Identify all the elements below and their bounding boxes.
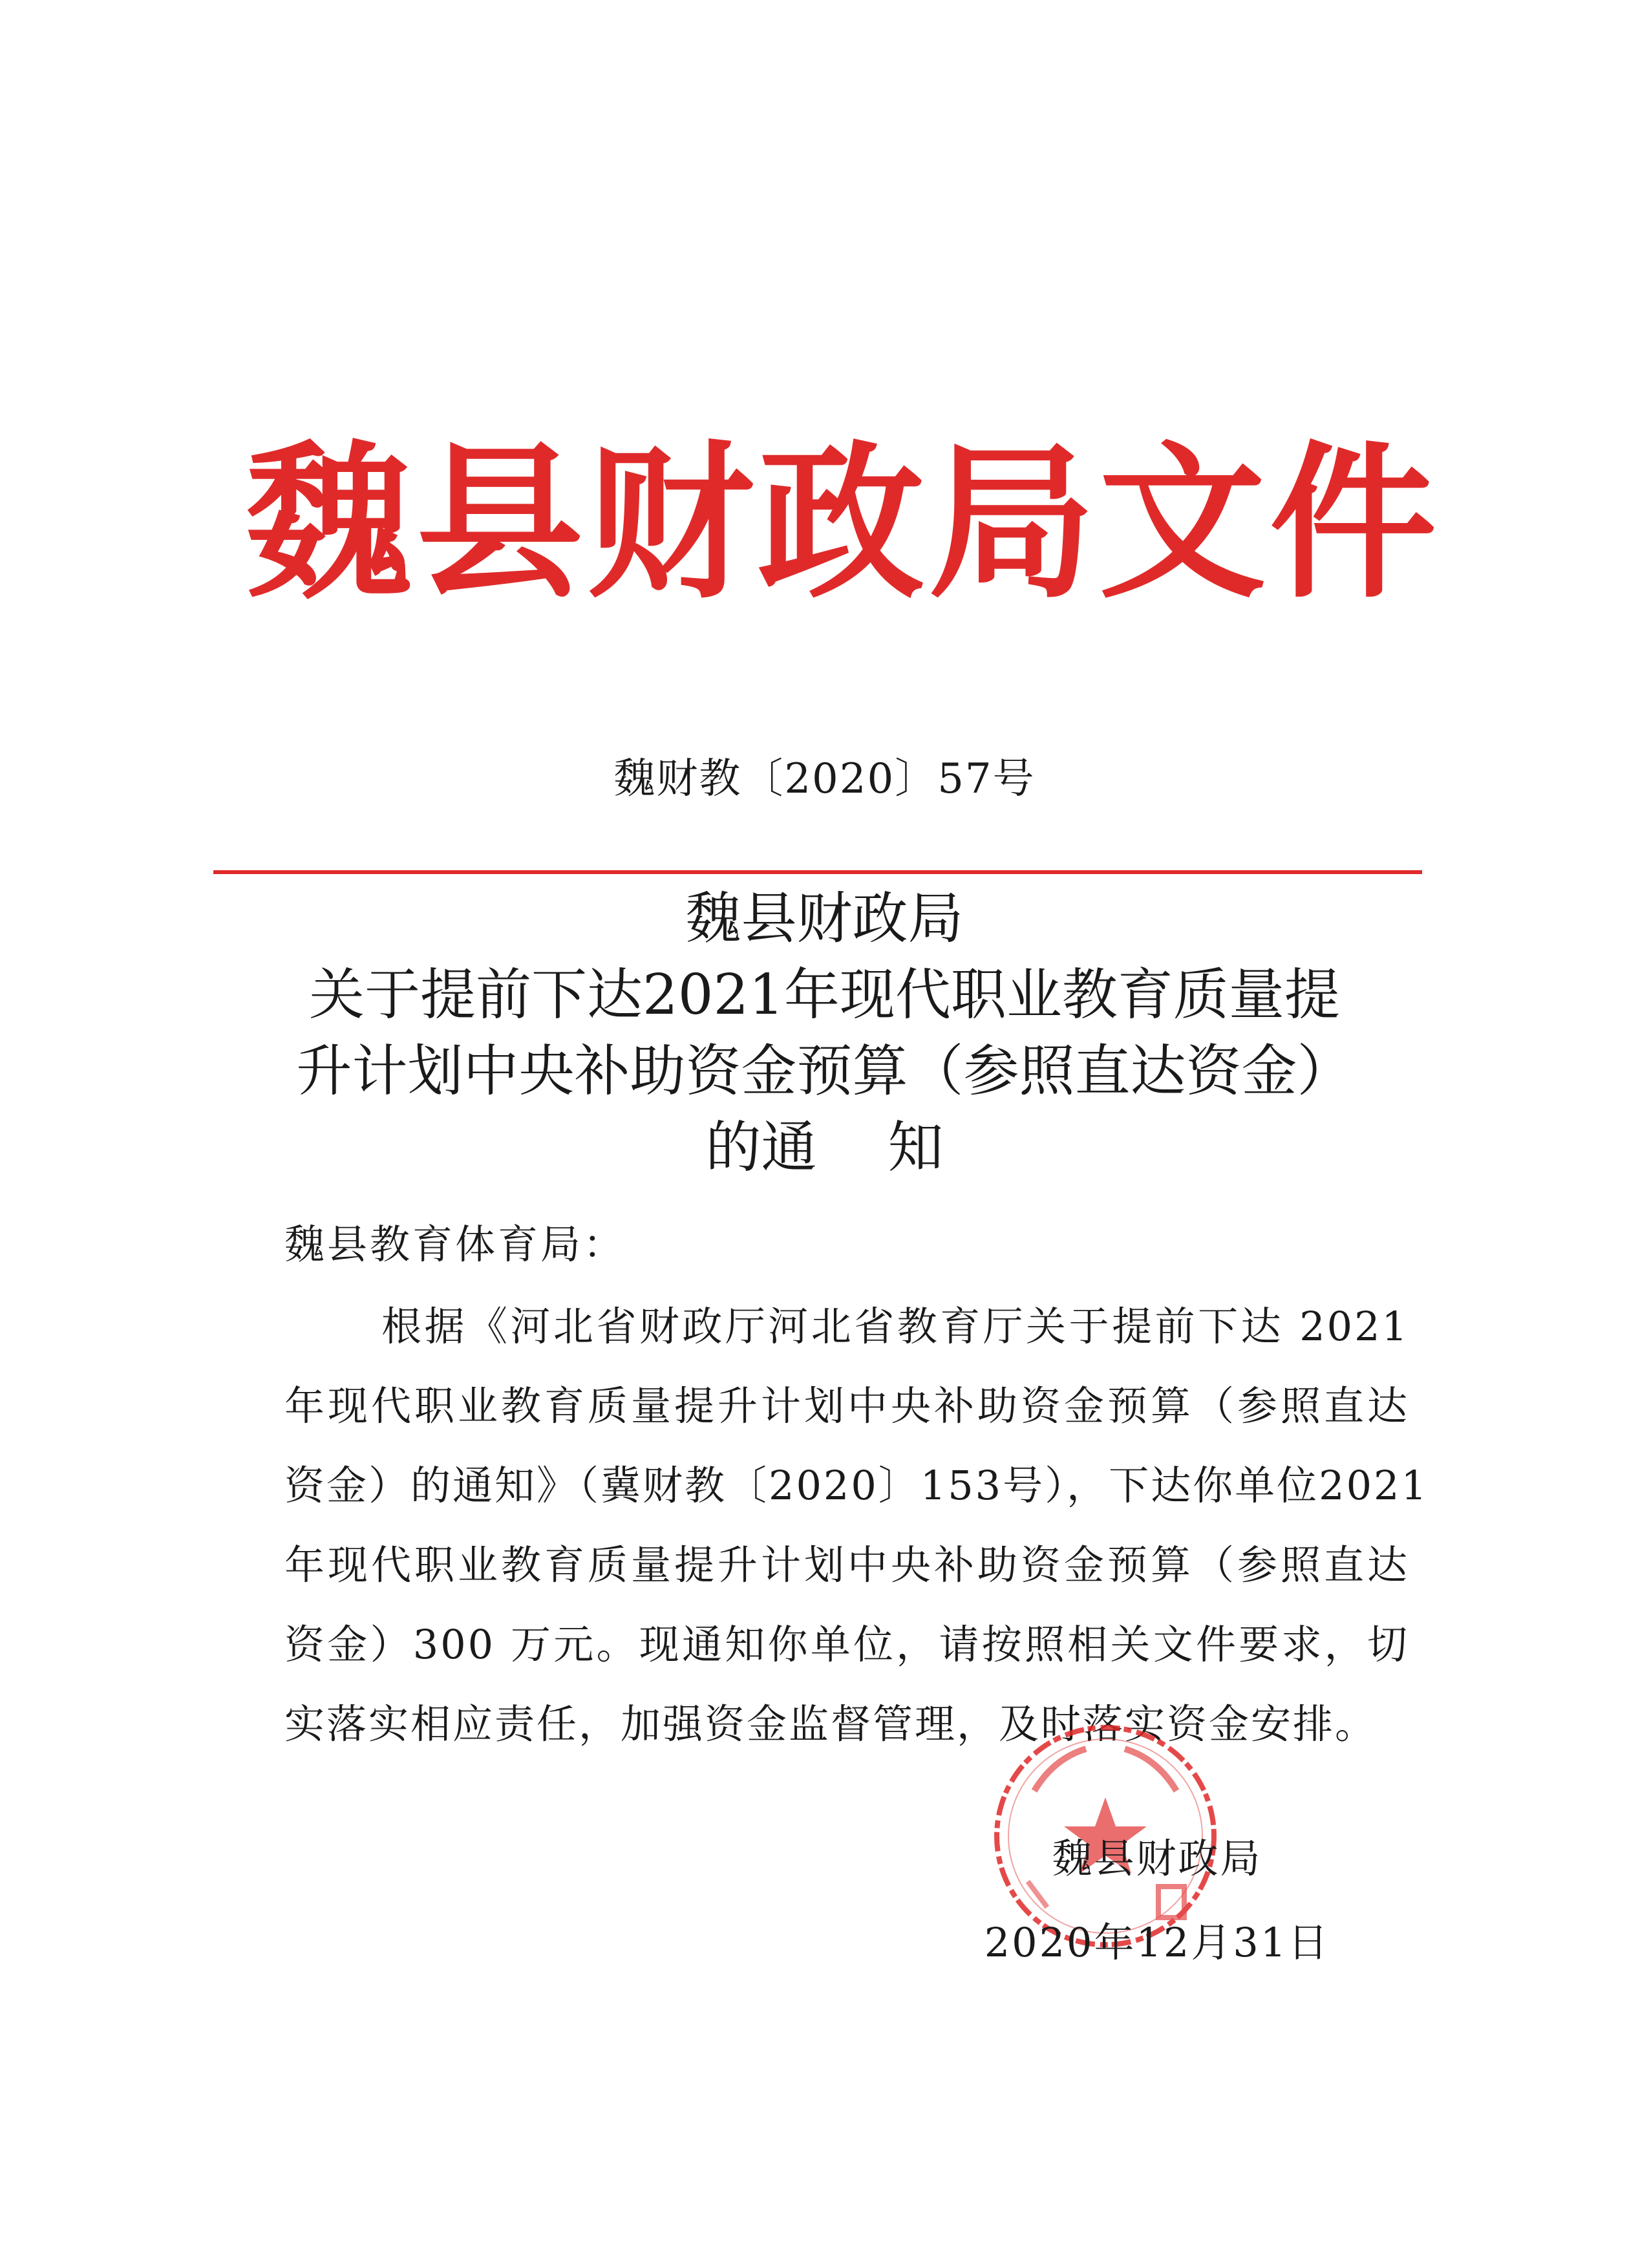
red-divider [213,870,1422,874]
title-line-4-part-b: 知 [888,1115,944,1180]
body-line: 资金）的通知》（冀财教〔2020〕153号），下达你单位2021 [284,1462,1429,1509]
body-line: 年现代职业教育质量提升计划中央补助资金预算（参照直达 [284,1541,1409,1589]
body-line: 根据《河北省财政厅河北省教育厅关于提前下达 2021 [381,1303,1409,1350]
salutation: 魏县教育体育局： [284,1221,626,1268]
body-line: 年现代职业教育质量提升计划中央补助资金预算（参照直达 [284,1382,1409,1429]
title-line-3: 升计划中央补助资金预算（参照直达资金） [296,1039,1353,1104]
body-line: 资金）300 万元。现通知你单位，请按照相关文件要求，切 [284,1621,1409,1668]
title-line-4 [0,1109,1649,1186]
issuer-name: 魏县财政局 [1052,1835,1262,1882]
masthead-title: 魏县财政局文件 [246,427,1440,621]
body-paragraph [284,1287,1429,1764]
issue-date: 2020年12月31日 [984,1919,1330,1966]
signature-block [957,1817,1357,1985]
document-number: 魏财教〔2020〕57号 [613,755,1036,803]
title-line-4-part-a: 的通 [705,1115,817,1180]
title-line-1: 魏县财政局 [685,886,964,951]
body-line: 实落实相应责任，加强资金监督管理，及时落实资金安排。 [284,1700,1378,1748]
notice-title [0,881,1649,1186]
title-line-2: 关于提前下达2021年现代职业教育质量提 [309,963,1340,1027]
